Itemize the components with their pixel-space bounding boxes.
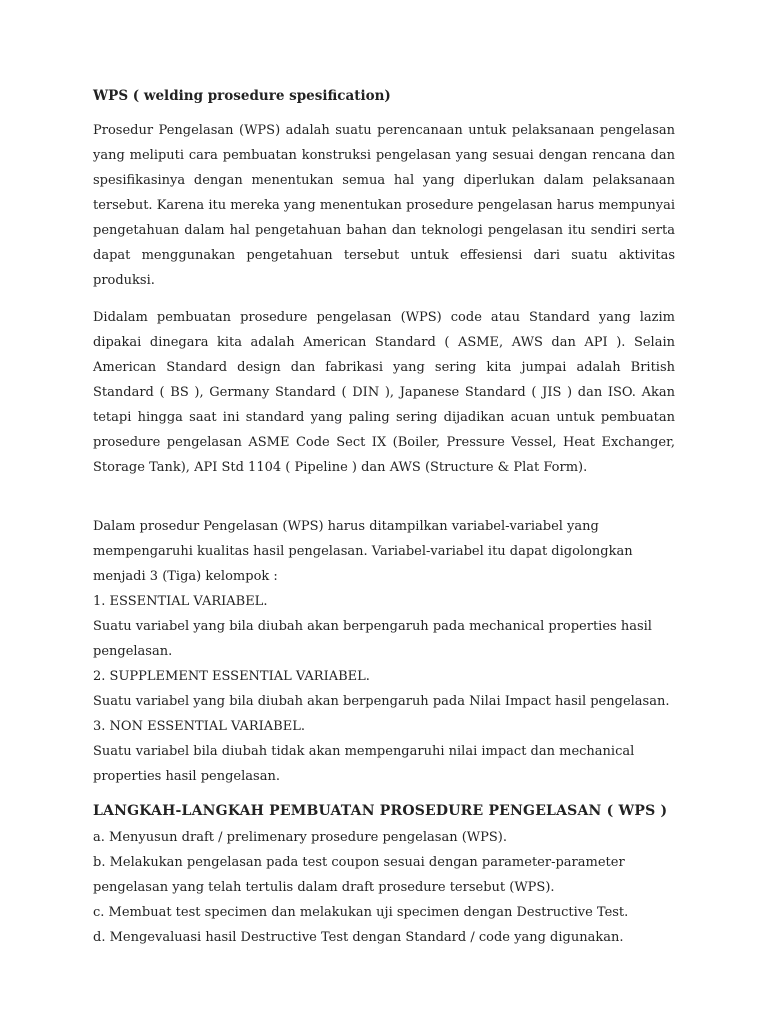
variable-description-essential: Suatu variabel yang bila diubah akan berpengaruh pada mechanical properties hasil pengelasan. xyxy=(93,619,652,659)
step-item-a: a. Menyusun draft / prelimenary prosedure pengelasan (WPS). xyxy=(93,830,507,845)
steps-list xyxy=(93,825,675,950)
document-title: WPS ( welding prosedure spesification) xyxy=(93,88,391,104)
step-item-b: b. Melakukan pengelasan pada test coupon sesuai dengan parameter-parameter pengelasan yang telah tertulis dalam draft prosedure tersebut (WPS). xyxy=(93,855,625,895)
variable-heading-supplement: 2. SUPPLEMENT ESSENTIAL VARIABEL. xyxy=(93,669,370,684)
steps-heading: LANGKAH-LANGKAH PEMBUATAN PROSEDURE PENGELASAN ( WPS ) xyxy=(93,803,668,819)
paragraph-standards: Didalam pembuatan prosedure pengelasan (WPS) code atau Standard yang lazim dipakai dinegara kita adalah American Standard ( ASME, AWS dan API ). Selain American Standard design dan fabrikasi yang sering kita jumpai adalah British Standard ( BS ), Germany Standard ( DIN ), Japanese Standard ( JIS ) dan ISO. Akan tetapi hingga saat ini standard yang paling sering dijadikan acuan untuk pembuatan prosedure pengelasan ASME Code Sect IX (Boiler, Pressure Vessel, Heat Exchanger, Storage Tank), API Std 1104 ( Pipeline ) dan AWS (Structure & Plat Form). xyxy=(93,310,675,475)
variable-description-supplement: Suatu variabel yang bila diubah akan berpengaruh pada Nilai Impact hasil pengelasan. xyxy=(93,694,670,709)
variable-description-non-essential: Suatu variabel bila diubah tidak akan mempengaruhi nilai impact dan mechanical properties hasil pengelasan. xyxy=(93,744,635,784)
paragraph-wps-definition: Prosedur Pengelasan (WPS) adalah suatu perencanaan untuk pelaksanaan pengelasan yang meliputi cara pembuatan konstruksi pengelasan yang sesuai dengan rencana dan spesifikasinya dengan menentukan semua hal yang diperlukan dalam pelaksanaan tersebut. Karena itu mereka yang menentukan prosedure pengelasan harus mempunyai pengetahuan dalam hal pengetahuan bahan dan teknologi pengelasan itu sendiri serta dapat menggunakan pengetahuan tersebut untuk effesiensi dari suatu aktivitas produksi. xyxy=(93,123,675,288)
step-item-d: d. Mengevaluasi hasil Destructive Test dengan Standard / code yang digunakan. xyxy=(93,930,624,945)
step-item-c: c. Membuat test specimen dan melakukan uji specimen dengan Destructive Test. xyxy=(93,905,629,920)
variable-heading-non-essential: 3. NON ESSENTIAL VARIABEL. xyxy=(93,719,305,734)
variables-list xyxy=(93,589,675,789)
document-page xyxy=(93,86,675,950)
variable-heading-essential: 1. ESSENTIAL VARIABEL. xyxy=(93,594,268,609)
paragraph-variables-intro: Dalam prosedur Pengelasan (WPS) harus ditampilkan variabel-variabel yang mempengaruhi kualitas hasil pengelasan. Variabel-variabel itu dapat digolongkan menjadi 3 (Tiga) kelompok : xyxy=(93,519,633,584)
